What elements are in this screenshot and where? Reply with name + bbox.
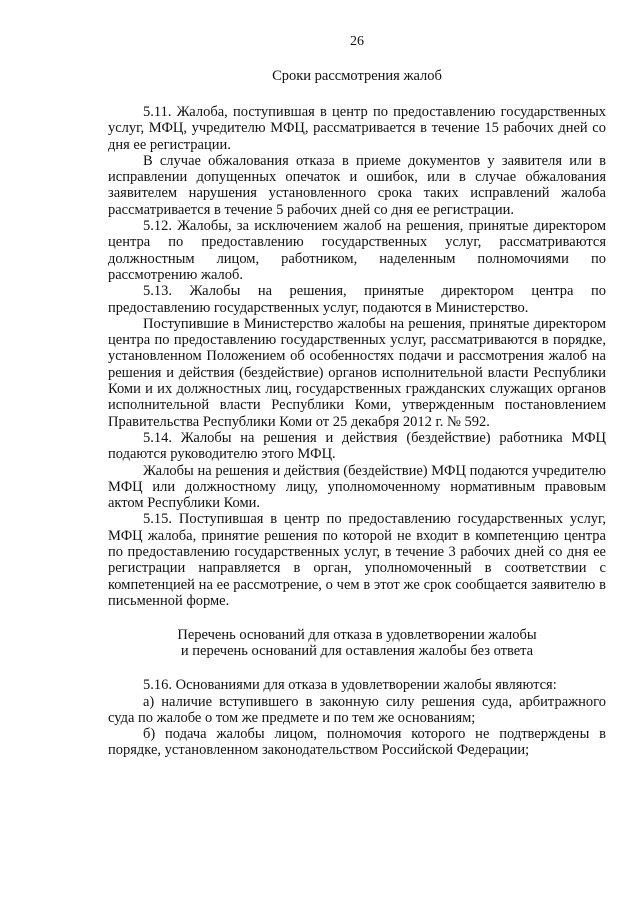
section-title-review-terms: Сроки рассмотрения жалоб	[272, 68, 442, 84]
paragraph-5-14: 5.14. Жалобы на решения и действия (бездействие) работника МФЦ подаются руководителю этого МФЦ.	[108, 429, 606, 463]
paragraph-5-16: 5.16. Основаниями для отказа в удовлетворении жалобы являются:	[143, 677, 557, 694]
paragraph-5-11: 5.11. Жалоба, поступившая в центр по предоставлению государственных услуг, МФЦ, учредителю МФЦ, рассматривается в течение 15 рабочих дней со дня ее регистрации.	[108, 104, 606, 153]
paragraph-5-15: 5.15. Поступившая в центр по предоставлению государственных услуг, МФЦ жалоба, принятие решения по которой не входит в компетенцию центра по предоставлению государственных услуг, в течение 3 рабочих дней со дня ее регистрации направляется в орган, уполномоченный в соответствии с компетенцией на ее рассмотрение, о чем в этот же срок сообщается заявителю в письменной форме.	[108, 511, 606, 609]
page-number: 26	[350, 34, 364, 49]
paragraph-5-14-mfc: Жалобы на решения и действия (бездействие) МФЦ подаются учредителю МФЦ или должностному лицу, уполномоченному нормативным правовым актом Республики Коми.	[108, 462, 606, 512]
section-title-line-1: Перечень оснований для отказа в удовлетворении жалобы	[177, 627, 537, 644]
paragraph-5-13-ministry: Поступившие в Министерство жалобы на решения, принятые директором центра по предоставлению государственных услуг, рассматриваются в порядке, установленном Положением об особенностях подачи и рассмотрения жалоб на решения и действия (бездействие) органов исполнительной власти Республики Коми и их должностных лиц, государственных гражданских служащих органов исполнительной власти Республики Коми, утвержденным постановлением Правительства Республики Коми от 25 декабря 2012 г. № 592.	[108, 315, 606, 430]
paragraph-5-13: 5.13. Жалобы на решения, принятые директором центра по предоставлению государственных услуг, подаются в Министерство.	[108, 283, 606, 316]
paragraph-5-16-b: б) подача жалобы лицом, полномочия которого не подтверждены в порядке, установленном законодательством Российской Федерации;	[108, 726, 606, 759]
section-title-line-2: и перечень оснований для оставления жалобы без ответа	[180, 643, 534, 660]
paragraph-5-16-a: а) наличие вступившего в законную силу решения суда, арбитражного суда по жалобе о том же предмете и по тем же основаниям;	[108, 693, 606, 726]
paragraph-5-12: 5.12. Жалобы, за исключением жалоб на решения, принятые директором центра по предоставлению государственных услуг, рассматриваются должностным лицом, работником, наделенным полномочиями по рассмотрению жалоб.	[108, 218, 606, 283]
paragraph-5-11-appeal: В случае обжалования отказа в приеме документов у заявителя или в исправлении допущенных опечаток и ошибок, или в случае обжалования заявителем нарушения установленного срока таких исправлений жалоба рассматривается в течение 5 рабочих дней со дня ее регистрации.	[108, 152, 606, 218]
section-title-refusal-grounds	[108, 627, 606, 659]
document-page	[108, 34, 606, 759]
